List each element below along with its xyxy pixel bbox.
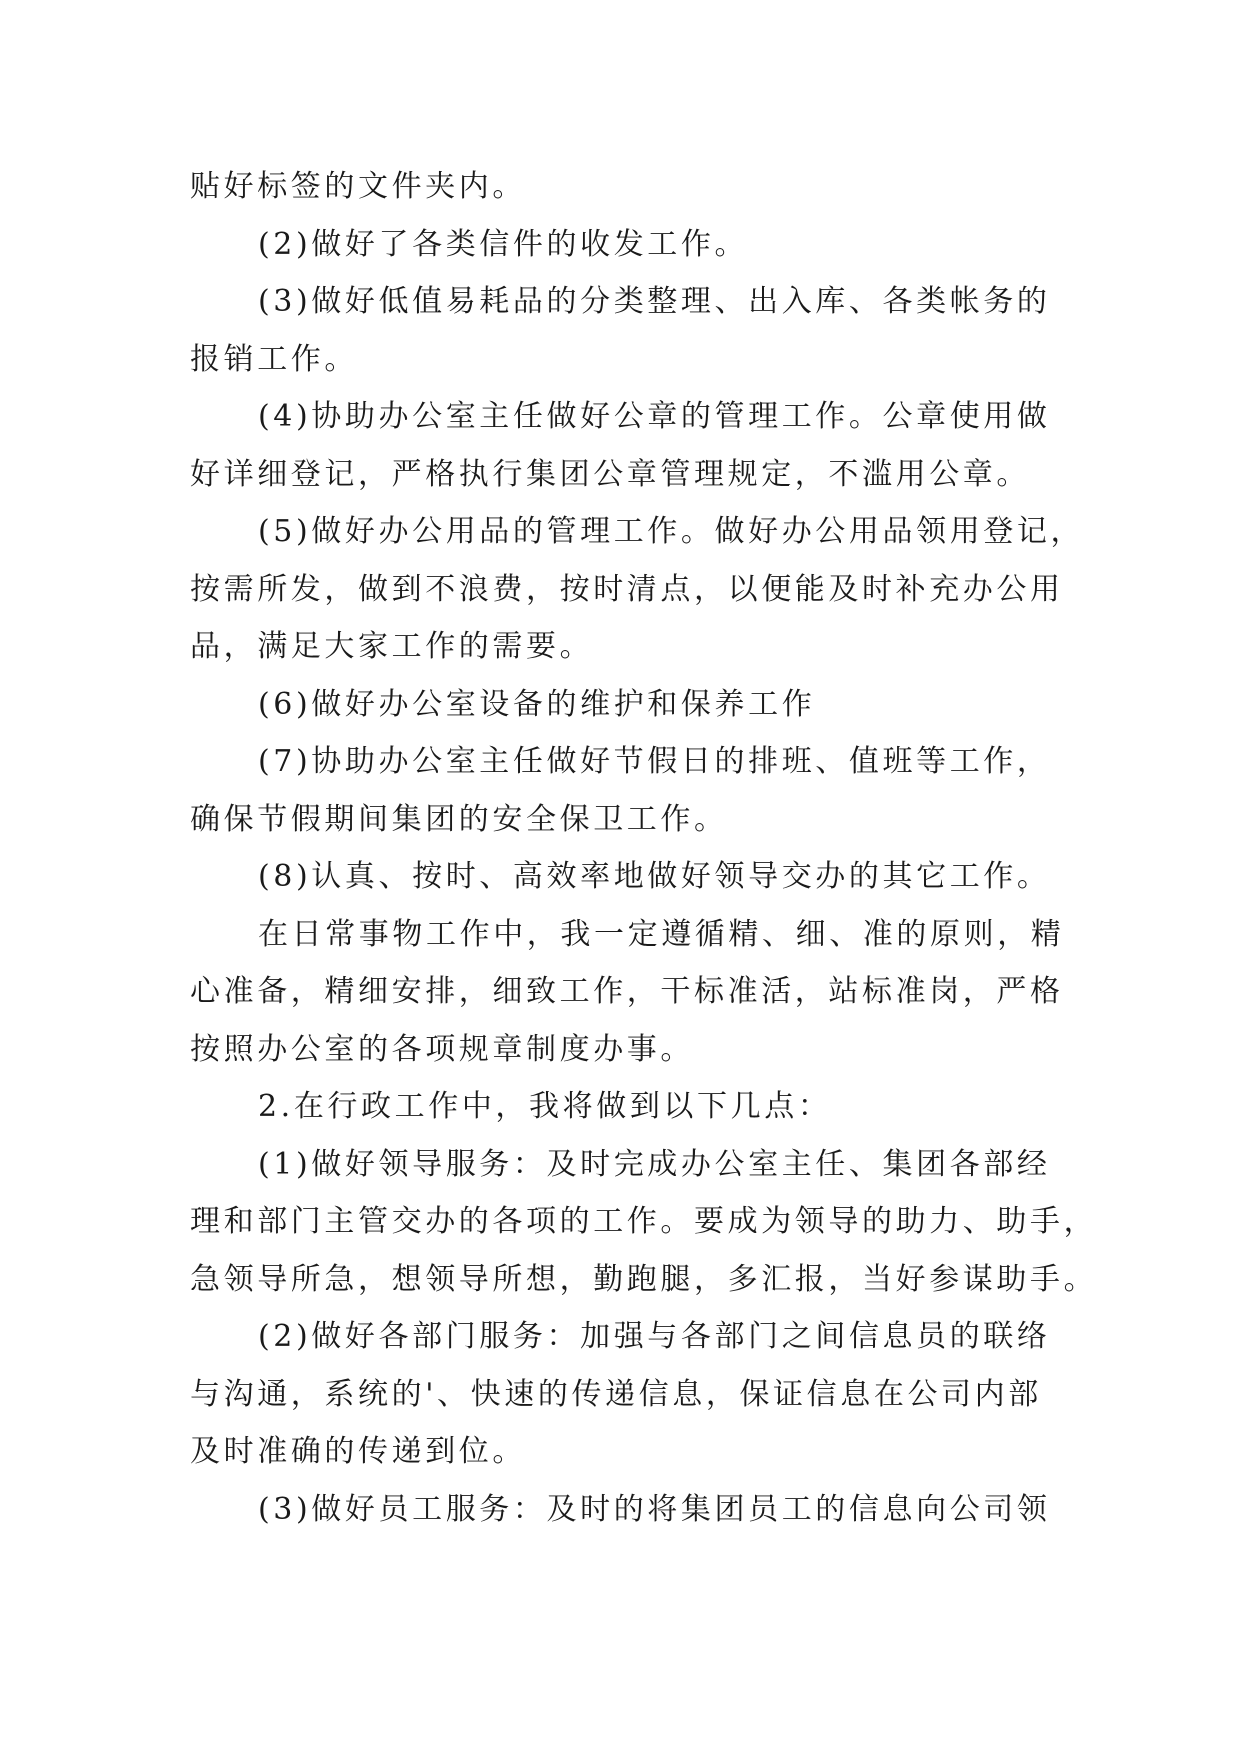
text-line: 2.在行政工作中，我将做到以下几点： (258, 1089, 832, 1124)
text-line: (5)做好办公用品的管理工作。做好办公用品领用登记， (258, 514, 1085, 549)
text-line: 理和部门主管交办的各项的工作。要成为领导的助力、助手， (190, 1204, 1098, 1239)
text-line: (3)做好员工服务：及时的将集团员工的信息向公司领 (258, 1491, 1051, 1527)
text-line: 按需所发，做到不浪费，按时清点，以便能及时补充办公用 (190, 571, 1064, 607)
text-line: (1)做好领导服务：及时完成办公室主任、集团各部经 (258, 1146, 1051, 1182)
text-line: 急领导所急，想领导所想，勤跑腿，多汇报，当好参谋助手。 (190, 1261, 1098, 1297)
text-line: 及时准确的传递到位。 (190, 1434, 526, 1469)
text-line: 贴好标签的文件夹内。 (190, 169, 526, 204)
text-line: (8)认真、按时、高效率地做好领导交办的其它工作。 (258, 859, 1051, 894)
text-line: 按照办公室的各项规章制度办事。 (190, 1031, 694, 1067)
text-line: (2)做好了各类信件的收发工作。 (258, 226, 749, 262)
text-line: 与沟通，系统的'、快速的传递信息，保证信息在公司内部 (190, 1376, 1042, 1412)
text-line: (4)协助办公室主任做好公章的管理工作。公章使用做 (258, 399, 1051, 434)
text-line: 心准备，精细安排，细致工作，干标准活，站标准岗，严格 (190, 974, 1064, 1009)
text-line: (7)协助办公室主任做好节假日的排班、值班等工作， (258, 744, 1051, 779)
document-body (190, 158, 1098, 1538)
text-line: 确保节假期间集团的安全保卫工作。 (190, 801, 728, 837)
text-line: 品，满足大家工作的需要。 (190, 629, 594, 664)
text-line: 好详细登记，严格执行集团公章管理规定，不滥用公章。 (190, 456, 1030, 492)
text-line: 报销工作。 (190, 341, 358, 377)
text-line: (2)做好各部门服务：加强与各部门之间信息员的联络 (258, 1319, 1051, 1354)
text-line: (6)做好办公室设备的维护和保养工作 (258, 686, 816, 722)
text-line: (3)做好低值易耗品的分类整理、出入库、各类帐务的 (258, 284, 1051, 319)
text-line: 在日常事物工作中，我一定遵循精、细、准的原则，精 (258, 916, 1065, 952)
